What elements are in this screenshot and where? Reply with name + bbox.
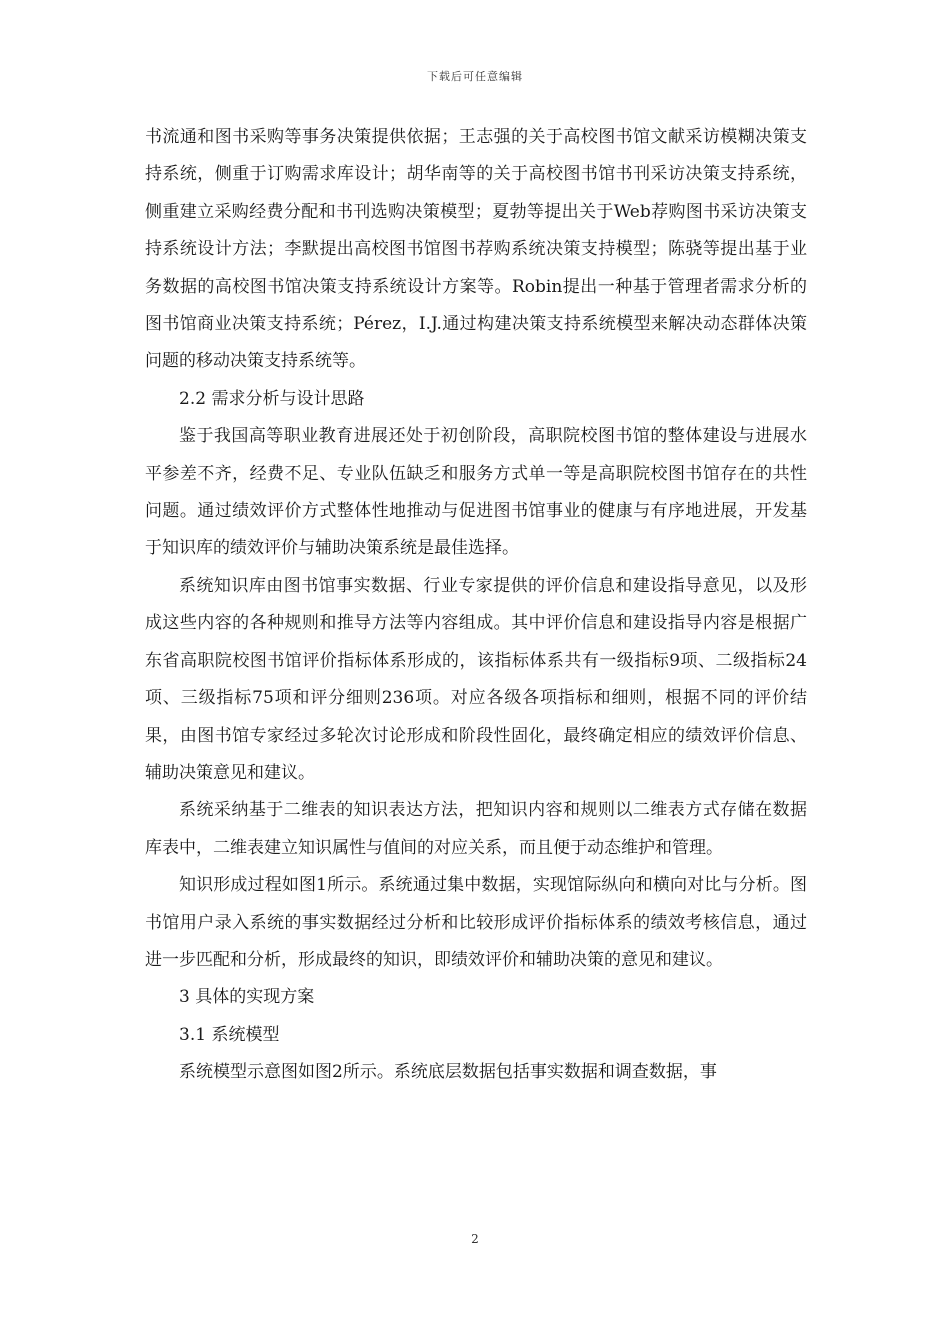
section-heading-3: 3 具体的实现方案 [179,987,315,1008]
section-heading-3-1: 3.1 系统模型 [179,1024,280,1045]
paragraph-background: 鉴于我国高等职业教育进展还处于初创阶段，高职院校图书馆的整体建设与进展水平参差不齐，经费不足、专业队伍缺乏和服务方式单一等是高职院校图书馆存在的共性问题。通过绩效评价方式整体性地推动与促进图书馆事业的健康与有序地进展，开发基于知识库的绩效评价与辅助决策系统是最佳选择。 [145,426,807,559]
paragraph-knowledge-representation: 系统采纳基于二维表的知识表达方法，把知识内容和规则以二维表方式存储在数据库表中，二维表建立知识属性与值间的对应关系，而且便于动态维护和管理。 [145,800,807,858]
paragraph-system-model: 系统模型示意图如图2所示。系统底层数据包括事实数据和调查数据，事 [179,1062,717,1083]
paragraph-knowledge-formation: 知识形成过程如图1所示。系统通过集中数据，实现馆际纵向和横向对比与分析。图书馆用户录入系统的事实数据经过分析和比较形成评价指标体系的绩效考核信息，通过进一步匹配和分析，形成最终的知识，即绩效评价和辅助决策的意见和建议。 [145,875,807,970]
section-heading-2-2: 2.2 需求分析与设计思路 [179,388,365,409]
page-number: 2 [471,1232,479,1246]
paragraph-continuation: 书流通和图书采购等事务决策提供依据；王志强的关于高校图书馆文献采访模糊决策支持系统，侧重于订购需求库设计；胡华南等的关于高校图书馆书刊采访决策支持系统，侧重建立采购经费分配和书刊选购决策模型；夏勃等提出关于Web荐购图书采访决策支持系统设计方法；李默提出高校图书馆图书荐购系统决策支持模型；陈骁等提出基于业务数据的高校图书馆决策支持系统设计方案等。Robin提出一种基于管理者需求分析的图书馆商业决策支持系统；Pérez，I.J.通过构建决策支持系统模型来解决动态群体决策问题的移动决策支持系统等。 [145,127,807,372]
document-body [145,119,807,1092]
paragraph-knowledge-base: 系统知识库由图书馆事实数据、行业专家提供的评价信息和建设指导意见，以及形成这些内容的各种规则和推导方法等内容组成。其中评价信息和建设指导内容是根据广东省高职院校图书馆评价指标体系形成的，该指标体系共有一级指标9项、二级指标24项、三级指标75项和评分细则236项。对应各级各项指标和细则，根据不同的评价结果，由图书馆专家经过多轮次讨论形成和阶段性固化，最终确定相应的绩效评价信息、辅助决策意见和建议。 [145,575,807,783]
page-header: 下载后可任意编辑 [427,70,523,83]
